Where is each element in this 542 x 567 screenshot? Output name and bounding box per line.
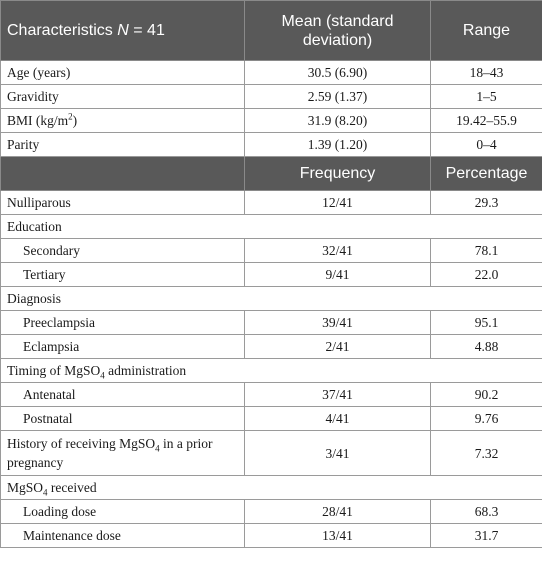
table-row [1,500,542,524]
row-frequency: 3/41 [245,431,431,476]
row-label: Secondary [1,239,245,263]
row-frequency: 32/41 [245,239,431,263]
row-mean: 30.5 (6.90) [245,61,431,85]
row-percentage: 78.1 [431,239,542,263]
row-percentage: 9.76 [431,407,542,431]
group-label: Timing of MgSO$_4$ administration [1,359,542,383]
group-label: Diagnosis [1,287,542,311]
row-label: Age (years) [1,61,245,85]
row-label: Gravidity [1,85,245,109]
table-row [1,383,542,407]
row-label: Preeclampsia [1,311,245,335]
row-percentage: 22.0 [431,263,542,287]
row-mean: 2.59 (1.37) [245,85,431,109]
row-label: Tertiary [1,263,245,287]
subheader-row [1,157,542,191]
group-label: Education [1,215,542,239]
table-row [1,524,542,548]
table-row [1,311,542,335]
row-percentage: 68.3 [431,500,542,524]
row-frequency: 13/41 [245,524,431,548]
table-row [1,191,542,215]
row-label: Loading dose [1,500,245,524]
row-frequency: 4/41 [245,407,431,431]
row-mean: 1.39 (1.20) [245,133,431,157]
group-row [1,287,542,311]
subheader-blank [1,157,245,191]
table-row [1,239,542,263]
row-label: History of receiving MgSO$_4$ in a prior pregnancy [1,431,245,476]
table-row [1,263,542,287]
row-label: Parity [1,133,245,157]
row-frequency: 9/41 [245,263,431,287]
row-frequency: 28/41 [245,500,431,524]
header-frequency: Frequency [245,157,431,191]
row-label: BMI $(kg/m^2)$ [1,109,245,133]
row-percentage: 95.1 [431,311,542,335]
table-row [1,61,542,85]
header-range: Range [431,1,542,61]
header-percentage: Percentage [431,157,542,191]
group-row [1,215,542,239]
row-range: 0–4 [431,133,542,157]
header-characteristics: Characteristics N = 41 [1,1,245,61]
row-label: Maintenance dose [1,524,245,548]
row-range: 1–5 [431,85,542,109]
group-label: MgSO$_4$ received [1,476,542,500]
row-percentage: 90.2 [431,383,542,407]
table-row [1,335,542,359]
header-mean-sd: Mean (standard deviation) [245,1,431,61]
row-frequency: 12/41 [245,191,431,215]
row-range: 19.42–55.9 [431,109,542,133]
table-row [1,85,542,109]
row-label: Eclampsia [1,335,245,359]
group-row [1,476,542,500]
table-row [1,109,542,133]
row-label: Nulliparous [1,191,245,215]
table-row [1,133,542,157]
row-frequency: 37/41 [245,383,431,407]
table-row [1,431,542,476]
table-row [1,407,542,431]
row-percentage: 4.88 [431,335,542,359]
row-range: 18–43 [431,61,542,85]
row-percentage: 29.3 [431,191,542,215]
row-frequency: 39/41 [245,311,431,335]
row-mean: 31.9 (8.20) [245,109,431,133]
row-percentage: 7.32 [431,431,542,476]
row-percentage: 31.7 [431,524,542,548]
row-frequency: 2/41 [245,335,431,359]
row-label: Postnatal [1,407,245,431]
header-row [1,1,542,61]
group-row [1,359,542,383]
row-label: Antenatal [1,383,245,407]
